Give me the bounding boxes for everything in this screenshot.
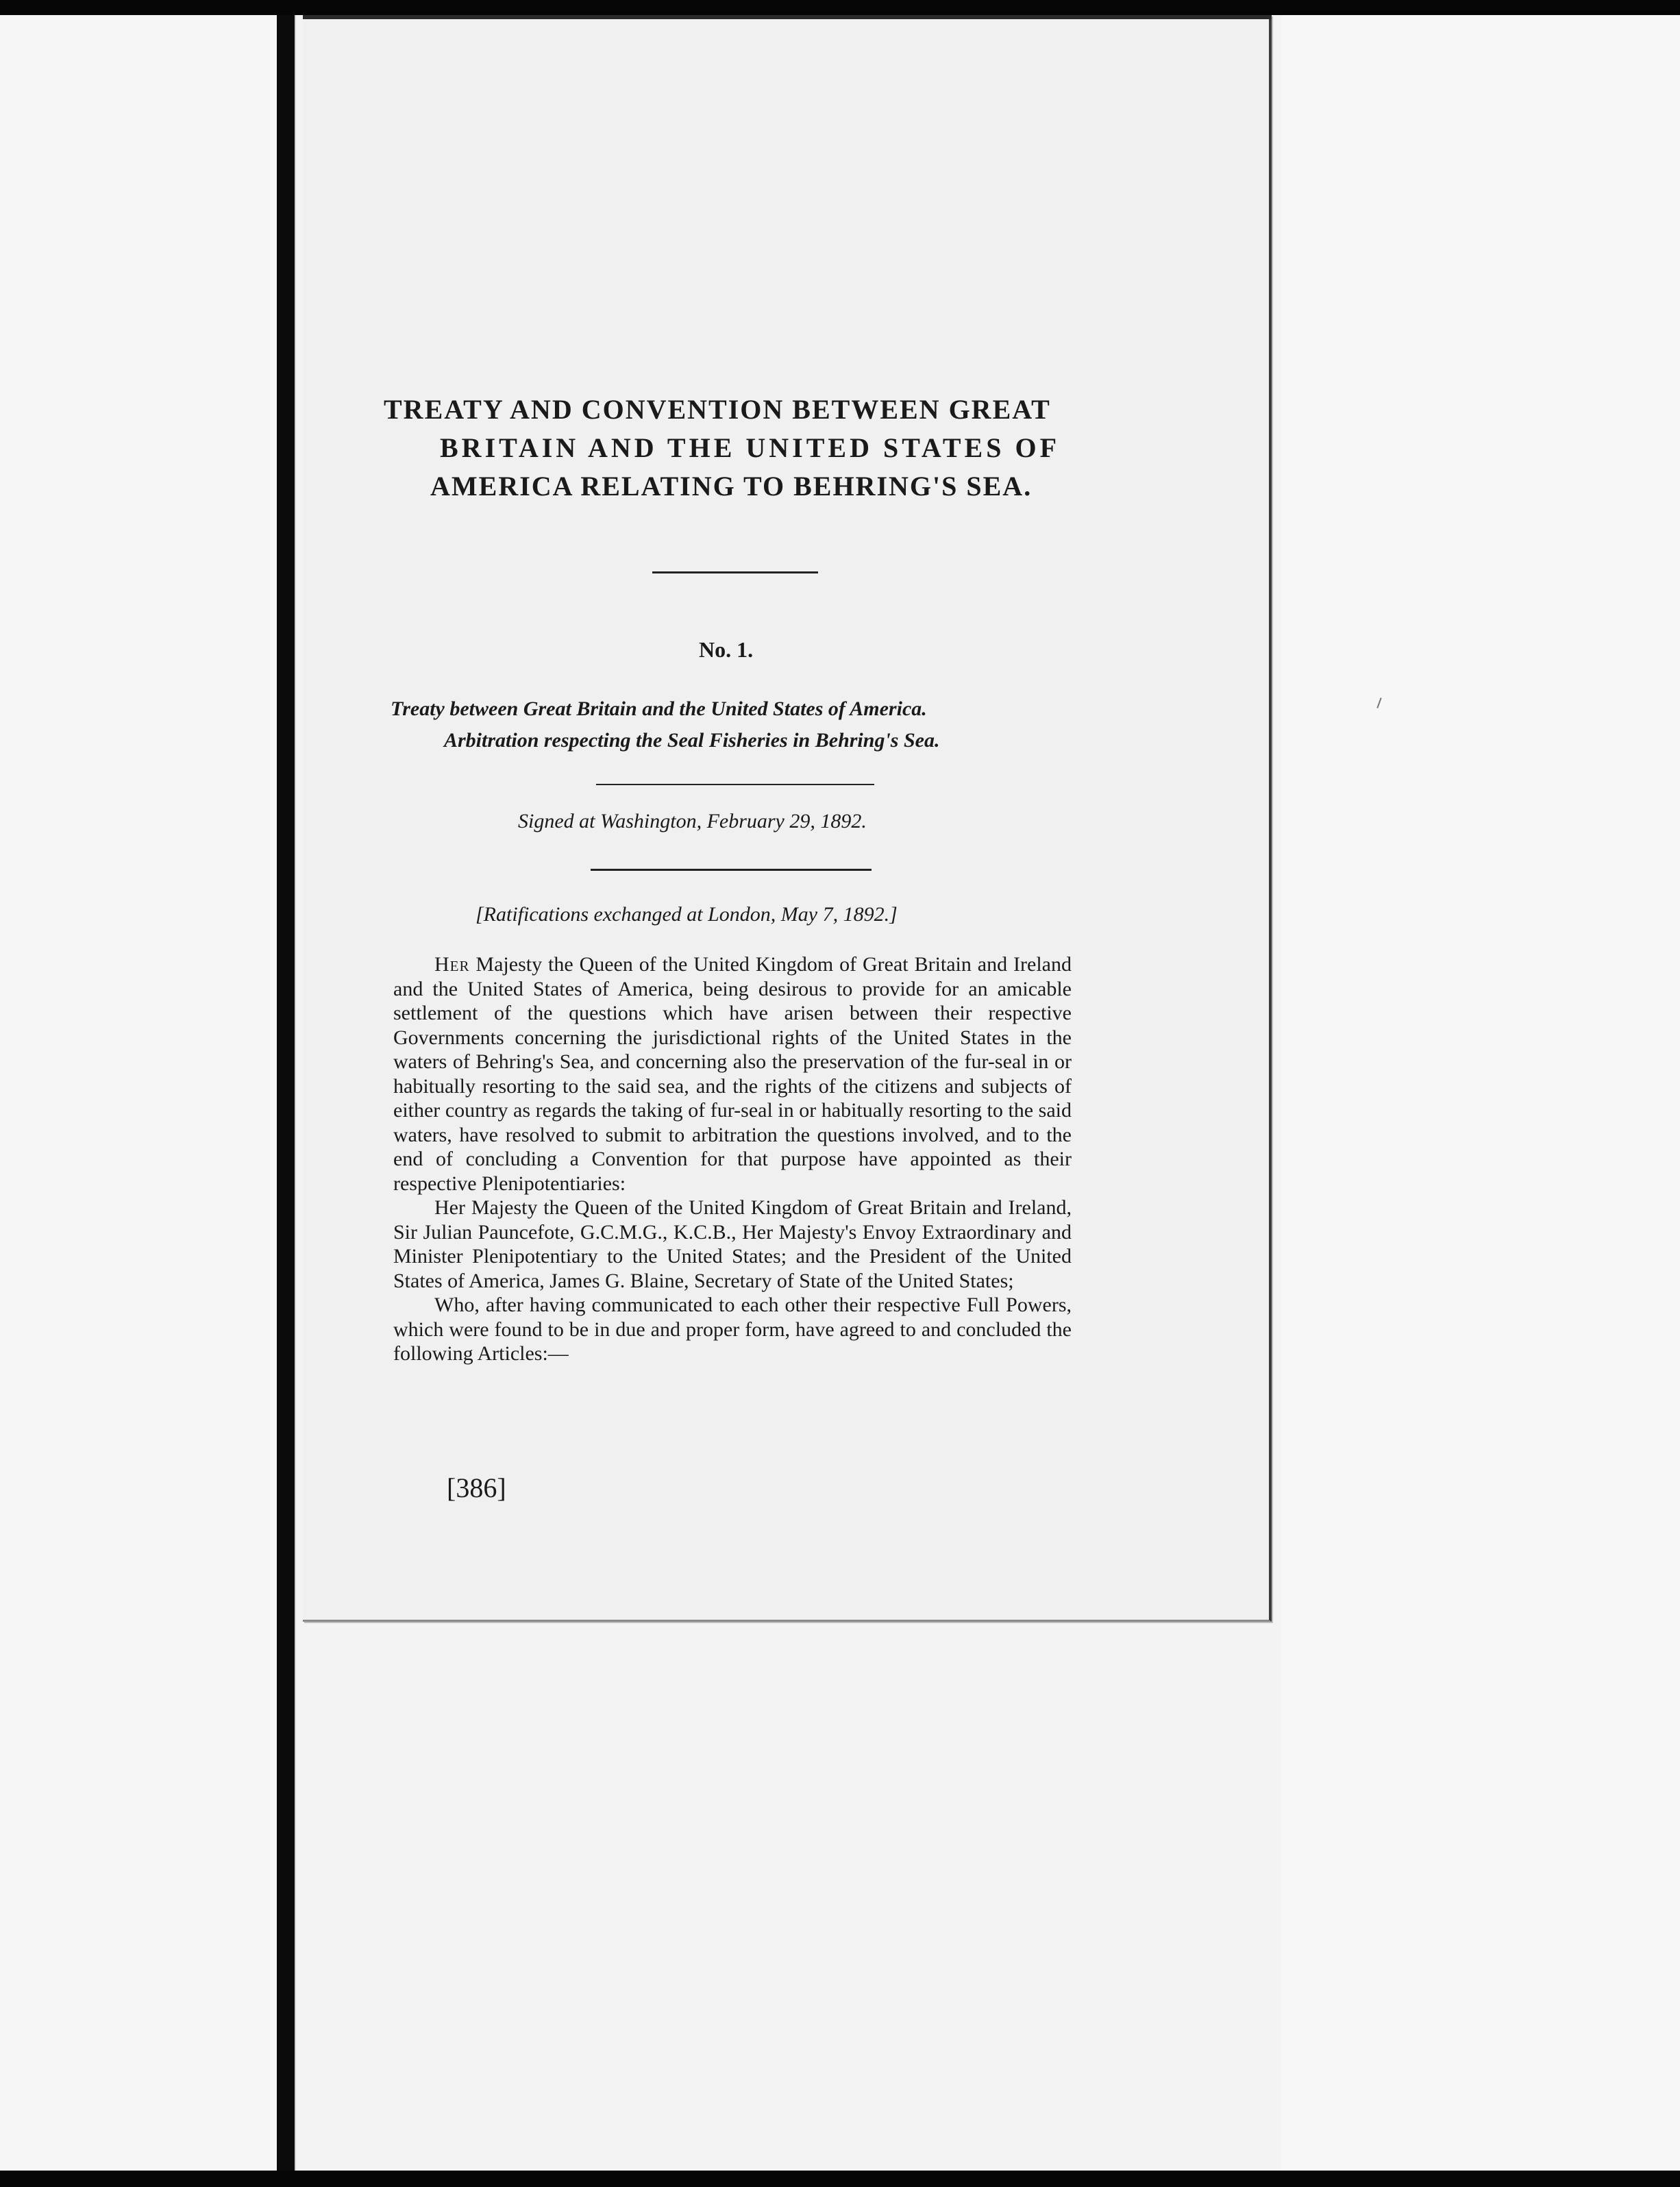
signed-line: Signed at Washington, February 29, 1892. [518, 810, 867, 832]
subtitle-line-2: Arbitration respecting the Seal Fisheries in Behring's Sea. [444, 729, 940, 752]
ratifications-line: [Ratifications exchanged at London, May 7, 1892.] [475, 903, 898, 926]
left-facing-page [0, 15, 277, 2171]
divider-rule [596, 784, 874, 785]
right-facing-page [1281, 15, 1680, 2171]
divider-rule [591, 869, 872, 871]
title-line-2: BRITAIN AND THE UNITED STATES OF [440, 432, 1060, 463]
document-number: No. 1. [699, 637, 754, 662]
treaty-body [393, 952, 1072, 1366]
title-line-1: TREATY AND CONVENTION BETWEEN GREAT [384, 394, 1051, 425]
divider-rule [652, 571, 818, 573]
scan-top-border [0, 0, 1680, 15]
sheet-top-edge [303, 15, 1272, 19]
paragraph-full-powers: Who, after having communicated to each other their respective Full Powers, which were found to be in due and proper form, have agreed to and concluded the following Articles:— [393, 1294, 1072, 1365]
scan-bottom-border [0, 2171, 1680, 2187]
document-title [384, 391, 1083, 506]
title-line-3: AMERICA RELATING TO BEHRING'S SEA. [430, 471, 1033, 502]
document-subtitle [391, 693, 1076, 756]
paragraph-lead: Her [434, 953, 470, 976]
page-number: [386] [447, 1472, 506, 1503]
binding-gutter [277, 15, 295, 2171]
paragraph-plenipotentiaries: Her Majesty the Queen of the United Kingdom of Great Britain and Ireland, Sir Julian Pauncefote, G.C.M.G., K.C.B., Her Majesty's Envoy Extraordinary and Minister Plenipotentiary to the United States; and the President of the United States of America, James G. Blaine, Secretary of State of the United States; [393, 1196, 1072, 1292]
paragraph-preamble-text: Majesty the Queen of the United Kingdom of Great Britain and Ireland and the United States of America, being desirous to provide for an amicable settlement of the questions which have arisen between their respective Governments concerning the jurisdictional rights of the United States in the waters of Behring's Sea, and concerning also the preservation of the fur-seal in or habitually resorting to the said sea, and the rights of the citizens and subjects of either country as regards the taking of fur-seal in or habitually resorting to the said waters, have resolved to submit to arbitration the questions involved, and to the end of concluding a Convention for that purpose have appointed as their respective Plenipotentiaries: [393, 953, 1072, 1195]
paragraph-preamble [393, 952, 1072, 1196]
subtitle-line-1: Treaty between Great Britain and the United States of America. [391, 697, 927, 720]
